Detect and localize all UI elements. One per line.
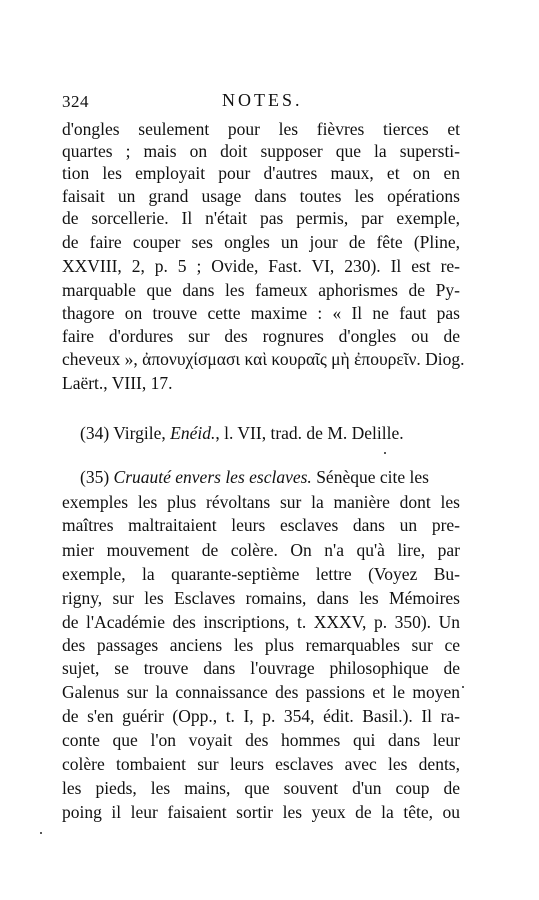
text-line: de l'Académie des inscriptions, t. XXXV, p. 350). Un [62,612,460,632]
text-line: des passages anciens les plus remarquables sur ce [62,635,460,655]
note-number: (35) [80,467,110,487]
text-line: les pieds, les mains, que souvent d'un coup de [62,778,460,798]
note-author: Virgile, [113,423,171,443]
text-line: thagore on trouve cette maxime : « Il ne faut pas [62,303,460,323]
text-line: marquable que dans les fameux aphorismes de Py- [62,280,460,300]
text-line: rigny, sur les Esclaves romains, dans les Mémoires [62,588,460,608]
running-title: NOTES. [222,90,303,110]
note-number: (34) [80,423,110,443]
scan-speck [384,452,386,454]
text-line: maîtres maltraitaient leurs esclaves dans un pre- [62,515,460,535]
text-line: de faire couper ses ongles un jour de fête (Pline, [62,232,460,252]
text-line: poing il leur faisaient sortir les yeux de la tête, ou [62,802,460,822]
text-line: de sorcellerie. Il n'était pas permis, par exemple, [62,208,460,228]
text-line: colère tombaient sur leurs esclaves avec les dents, [62,754,460,774]
text-line: conte que l'on voyait des hommes qui dans leur [62,730,460,750]
text-line: tion les employait pour d'autres maux, et on en [62,163,460,183]
note-work-title: Enéid. [170,423,216,443]
text-line: cheveux », ἀπονυχίσμασι καὶ κουραῖς μὴ ἐπουρεῖν. Diog. [62,349,465,369]
text-line: mier mouvement de colère. On n'a qu'à lire, par [62,540,460,560]
page-number: 324 [62,92,89,111]
note-34 [80,422,458,444]
text-line: exemple, la quarante-septième lettre (Voyez Bu- [62,564,460,584]
note-text: Sénèque cite les [311,467,429,487]
note-reference: , l. VII, trad. de M. Delille. [215,423,404,443]
text-line: exemples les plus révoltans sur la manière dont les [62,492,460,512]
text-line: faire d'ordures sur des rognures d'ongles ou de [62,326,460,346]
text-line: sujet, se trouve dans l'ouvrage philosophique de [62,658,460,678]
text-line: quartes ; mais on doit supposer que la supersti- [62,141,460,161]
text-line: Galenus sur la connaissance des passions et le moyen [62,682,460,702]
note-subject: Cruauté envers les esclaves. [113,467,312,487]
text-line: de s'en guérir (Opp., t. I, p. 354, édit. Basil.). Il ra- [62,706,460,726]
text-line: faisait un grand usage dans toutes les opérations [62,186,460,206]
text-line: XXVIII, 2, p. 5 ; Ovide, Fast. VI, 230). Il est re- [62,256,460,276]
text-line: d'ongles seulement pour les fièvres tierces et [62,119,460,139]
page-header [0,92,539,116]
text-line: Laërt., VIII, 17. [62,373,173,393]
note-35-heading [80,466,460,488]
scan-speck [462,686,464,688]
scan-speck [40,832,42,834]
